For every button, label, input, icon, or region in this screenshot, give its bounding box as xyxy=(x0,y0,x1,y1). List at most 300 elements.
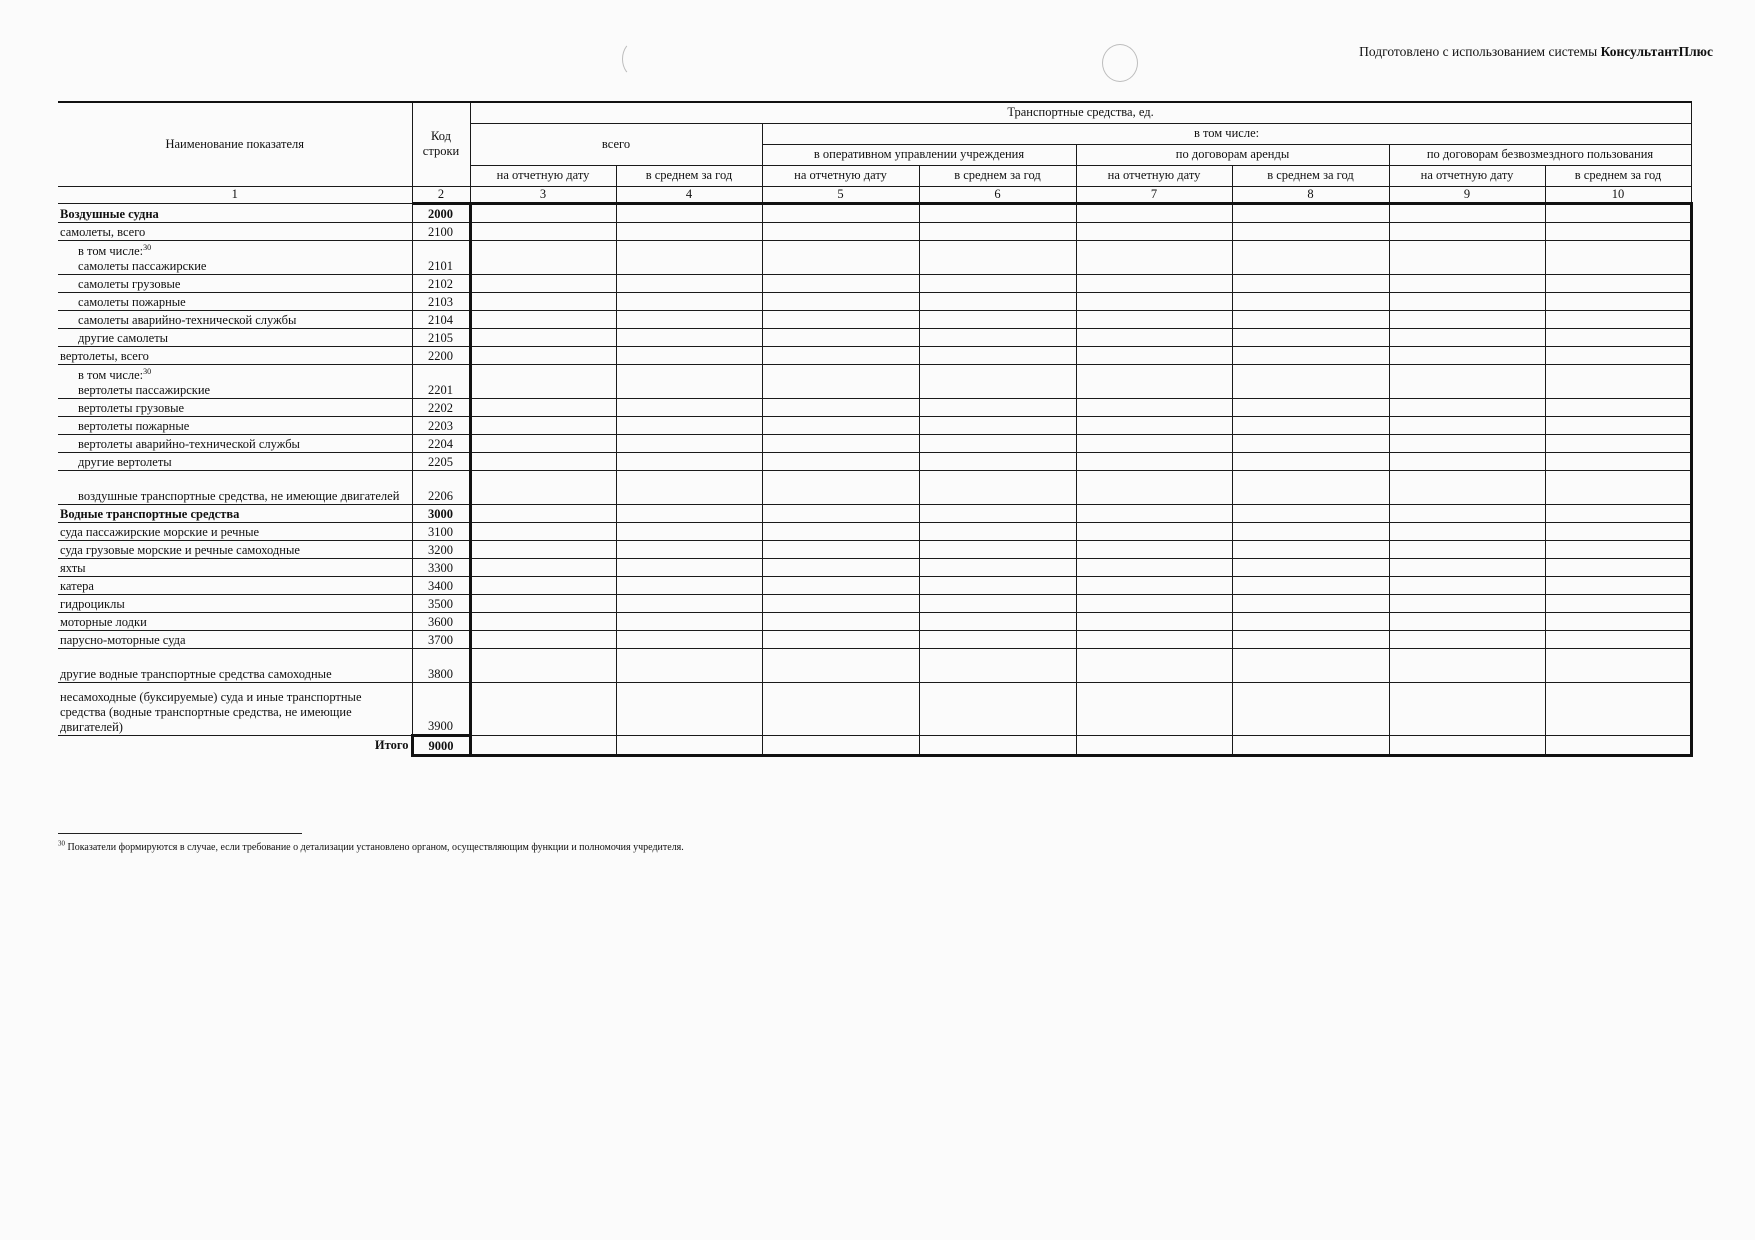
data-cell[interactable] xyxy=(1389,328,1545,346)
footnote xyxy=(58,839,684,853)
row-code: 2101 xyxy=(412,240,470,274)
row-label: самолеты аварийно-технической службы xyxy=(78,312,297,327)
data-cell[interactable] xyxy=(616,274,762,292)
data-cell[interactable] xyxy=(1389,470,1545,504)
data-cell[interactable] xyxy=(1232,398,1389,416)
data-cell[interactable] xyxy=(616,594,762,612)
data-cell[interactable] xyxy=(1232,735,1389,755)
data-cell[interactable] xyxy=(616,504,762,522)
sub-header-lease: по договорам аренды xyxy=(1076,144,1389,165)
row-code: 3600 xyxy=(412,612,470,630)
data-cell[interactable] xyxy=(1076,576,1232,594)
row-code: 2104 xyxy=(412,310,470,328)
data-cell[interactable] xyxy=(616,735,762,755)
data-cell[interactable] xyxy=(1545,434,1691,452)
table-row xyxy=(58,364,1691,398)
data-cell[interactable] xyxy=(1545,310,1691,328)
table-row xyxy=(58,222,1691,240)
at-date-header: на отчетную дату xyxy=(1389,165,1545,186)
data-cell[interactable] xyxy=(1076,594,1232,612)
row-code: 2206 xyxy=(412,470,470,504)
data-cell[interactable] xyxy=(1076,398,1232,416)
row-name xyxy=(58,274,412,292)
row-code: 2105 xyxy=(412,328,470,346)
data-cell[interactable] xyxy=(762,470,919,504)
data-cell[interactable] xyxy=(919,203,1076,222)
data-cell[interactable] xyxy=(470,310,616,328)
table-row xyxy=(58,416,1691,434)
data-cell[interactable] xyxy=(616,328,762,346)
data-cell[interactable] xyxy=(1232,630,1389,648)
data-cell[interactable] xyxy=(919,594,1076,612)
data-cell[interactable] xyxy=(1389,416,1545,434)
data-cell[interactable] xyxy=(762,274,919,292)
table-row xyxy=(58,292,1691,310)
data-cell[interactable] xyxy=(762,558,919,576)
data-cell[interactable] xyxy=(1076,558,1232,576)
avg-year-header: в среднем за год xyxy=(1545,165,1691,186)
data-cell[interactable] xyxy=(616,240,762,274)
table-row xyxy=(58,682,1691,735)
scan-mark xyxy=(622,41,649,77)
data-cell[interactable] xyxy=(1076,240,1232,274)
data-cell[interactable] xyxy=(919,398,1076,416)
data-cell[interactable] xyxy=(1389,434,1545,452)
row-label: несамоходные (буксируемые) суда и иные транспортные средства (водные транспортные средства, не имеющие двигателей) xyxy=(60,689,362,734)
data-cell[interactable] xyxy=(1545,346,1691,364)
data-cell[interactable] xyxy=(1232,648,1389,682)
data-cell[interactable] xyxy=(1232,504,1389,522)
data-cell[interactable] xyxy=(762,240,919,274)
row-code: 2102 xyxy=(412,274,470,292)
data-cell[interactable] xyxy=(919,504,1076,522)
data-cell[interactable] xyxy=(1545,558,1691,576)
col-number: 6 xyxy=(919,186,1076,203)
data-cell[interactable] xyxy=(919,292,1076,310)
table-row xyxy=(58,504,1691,522)
header-brand: КонсультантПлюс xyxy=(1600,44,1713,59)
data-cell[interactable] xyxy=(1076,452,1232,470)
data-cell[interactable] xyxy=(470,222,616,240)
data-cell[interactable] xyxy=(1389,398,1545,416)
row-name xyxy=(58,328,412,346)
data-cell[interactable] xyxy=(1076,540,1232,558)
row-label: вертолеты аварийно-технической службы xyxy=(78,436,300,451)
data-cell[interactable] xyxy=(1232,452,1389,470)
data-cell[interactable] xyxy=(1545,594,1691,612)
col-number: 1 xyxy=(58,186,412,203)
data-cell[interactable] xyxy=(616,522,762,540)
data-cell[interactable] xyxy=(1389,292,1545,310)
data-cell[interactable] xyxy=(1389,648,1545,682)
data-cell[interactable] xyxy=(1545,470,1691,504)
data-cell[interactable] xyxy=(919,630,1076,648)
data-cell[interactable] xyxy=(1545,292,1691,310)
table-row xyxy=(58,398,1691,416)
data-cell[interactable] xyxy=(1389,558,1545,576)
data-cell[interactable] xyxy=(1076,648,1232,682)
data-cell[interactable] xyxy=(762,310,919,328)
data-cell[interactable] xyxy=(470,594,616,612)
row-label: другие вертолеты xyxy=(78,454,172,469)
data-cell[interactable] xyxy=(1076,735,1232,755)
data-cell[interactable] xyxy=(1389,364,1545,398)
row-name xyxy=(58,452,412,470)
data-cell[interactable] xyxy=(470,540,616,558)
row-code: 3900 xyxy=(412,682,470,735)
data-cell[interactable] xyxy=(1389,310,1545,328)
row-label: суда грузовые морские и речные самоходные xyxy=(60,542,300,557)
data-cell[interactable] xyxy=(1076,416,1232,434)
row-code: 3300 xyxy=(412,558,470,576)
data-cell[interactable] xyxy=(1389,576,1545,594)
avg-year-header: в среднем за год xyxy=(1232,165,1389,186)
including-label: в том числе: xyxy=(78,243,144,258)
row-name xyxy=(58,364,412,398)
col-number: 10 xyxy=(1545,186,1691,203)
row-name xyxy=(58,240,412,274)
data-cell[interactable] xyxy=(1389,540,1545,558)
data-cell[interactable] xyxy=(1076,434,1232,452)
data-cell[interactable] xyxy=(1389,240,1545,274)
data-cell[interactable] xyxy=(1232,364,1389,398)
data-cell[interactable] xyxy=(1232,612,1389,630)
data-cell[interactable] xyxy=(1545,630,1691,648)
col-number: 9 xyxy=(1389,186,1545,203)
data-cell[interactable] xyxy=(616,630,762,648)
data-cell[interactable] xyxy=(616,452,762,470)
table-row xyxy=(58,434,1691,452)
footnote-ref: 30 xyxy=(143,242,152,252)
data-cell[interactable] xyxy=(1076,522,1232,540)
data-cell[interactable] xyxy=(470,328,616,346)
row-label: Воздушные судна xyxy=(60,206,159,221)
row-label: вертолеты пожарные xyxy=(78,418,190,433)
row-code: 3200 xyxy=(412,540,470,558)
data-cell[interactable] xyxy=(470,470,616,504)
data-cell[interactable] xyxy=(1076,364,1232,398)
transport-table xyxy=(58,101,1691,757)
data-cell[interactable] xyxy=(1545,364,1691,398)
row-name xyxy=(58,630,412,648)
total-group-header: всего xyxy=(470,123,762,165)
data-cell[interactable] xyxy=(762,292,919,310)
data-cell[interactable] xyxy=(1076,682,1232,735)
data-cell[interactable] xyxy=(762,682,919,735)
row-code: 2205 xyxy=(412,452,470,470)
data-cell[interactable] xyxy=(616,682,762,735)
data-cell[interactable] xyxy=(1389,630,1545,648)
row-name xyxy=(58,292,412,310)
row-code: 3000 xyxy=(412,504,470,522)
data-cell[interactable] xyxy=(762,576,919,594)
table-row xyxy=(58,558,1691,576)
row-label: вертолеты, всего xyxy=(60,348,149,363)
data-cell[interactable] xyxy=(1545,735,1691,755)
data-cell[interactable] xyxy=(919,612,1076,630)
data-cell[interactable] xyxy=(762,328,919,346)
data-cell[interactable] xyxy=(762,364,919,398)
data-cell[interactable] xyxy=(762,452,919,470)
footnote-mark: 30 xyxy=(58,839,65,848)
data-cell[interactable] xyxy=(616,416,762,434)
row-name xyxy=(58,416,412,434)
data-cell[interactable] xyxy=(1232,522,1389,540)
data-cell[interactable] xyxy=(762,522,919,540)
data-cell[interactable] xyxy=(762,630,919,648)
data-cell[interactable] xyxy=(1232,310,1389,328)
data-cell[interactable] xyxy=(470,452,616,470)
data-cell[interactable] xyxy=(919,682,1076,735)
row-code: 2100 xyxy=(412,222,470,240)
row-label: гидроциклы xyxy=(60,596,125,611)
data-cell[interactable] xyxy=(919,346,1076,364)
data-cell[interactable] xyxy=(1232,240,1389,274)
data-cell[interactable] xyxy=(616,222,762,240)
data-cell[interactable] xyxy=(1232,540,1389,558)
row-name xyxy=(58,504,412,522)
row-label: самолеты грузовые xyxy=(78,276,181,291)
data-cell[interactable] xyxy=(1232,292,1389,310)
data-cell[interactable] xyxy=(616,292,762,310)
data-cell[interactable] xyxy=(470,504,616,522)
data-cell[interactable] xyxy=(919,522,1076,540)
total-label: Итого xyxy=(58,735,412,755)
row-name xyxy=(58,648,412,682)
data-cell[interactable] xyxy=(762,434,919,452)
data-cell[interactable] xyxy=(919,364,1076,398)
data-cell[interactable] xyxy=(470,558,616,576)
data-cell[interactable] xyxy=(1545,682,1691,735)
data-cell[interactable] xyxy=(1389,346,1545,364)
data-cell[interactable] xyxy=(919,274,1076,292)
data-cell[interactable] xyxy=(762,648,919,682)
row-name xyxy=(58,470,412,504)
col-number: 2 xyxy=(412,186,470,203)
data-cell[interactable] xyxy=(616,576,762,594)
data-cell[interactable] xyxy=(1232,203,1389,222)
data-cell[interactable] xyxy=(919,576,1076,594)
data-cell[interactable] xyxy=(762,735,919,755)
data-cell[interactable] xyxy=(470,398,616,416)
data-cell[interactable] xyxy=(1545,328,1691,346)
row-code: 3800 xyxy=(412,648,470,682)
data-cell[interactable] xyxy=(919,434,1076,452)
data-cell[interactable] xyxy=(1076,470,1232,504)
total-row xyxy=(58,735,1691,755)
table-row xyxy=(58,470,1691,504)
data-cell[interactable] xyxy=(616,470,762,504)
data-cell[interactable] xyxy=(470,274,616,292)
data-cell[interactable] xyxy=(1076,612,1232,630)
col-number: 5 xyxy=(762,186,919,203)
data-cell[interactable] xyxy=(616,203,762,222)
transport-group-header: Транспортные средства, ед. xyxy=(470,102,1691,123)
data-cell[interactable] xyxy=(1232,416,1389,434)
data-cell[interactable] xyxy=(762,416,919,434)
data-cell[interactable] xyxy=(470,292,616,310)
data-cell[interactable] xyxy=(919,452,1076,470)
data-cell[interactable] xyxy=(470,434,616,452)
data-cell[interactable] xyxy=(1389,222,1545,240)
data-cell[interactable] xyxy=(1076,274,1232,292)
row-label: другие самолеты xyxy=(78,330,169,345)
data-cell[interactable] xyxy=(616,346,762,364)
row-code: 3100 xyxy=(412,522,470,540)
data-cell[interactable] xyxy=(1389,274,1545,292)
sub-header-free-use: по договорам безвозмездного пользования xyxy=(1389,144,1691,165)
row-label: самолеты пожарные xyxy=(78,294,186,309)
row-code: 2000 xyxy=(412,203,470,222)
data-cell[interactable] xyxy=(1232,558,1389,576)
data-cell[interactable] xyxy=(919,558,1076,576)
data-cell[interactable] xyxy=(1545,203,1691,222)
data-cell[interactable] xyxy=(919,222,1076,240)
data-cell[interactable] xyxy=(762,594,919,612)
data-cell[interactable] xyxy=(1076,203,1232,222)
data-cell[interactable] xyxy=(762,612,919,630)
data-cell[interactable] xyxy=(762,398,919,416)
data-cell[interactable] xyxy=(1545,576,1691,594)
avg-year-header: в среднем за год xyxy=(919,165,1076,186)
data-cell[interactable] xyxy=(616,558,762,576)
data-cell[interactable] xyxy=(470,735,616,755)
data-cell[interactable] xyxy=(1545,416,1691,434)
row-label: самолеты пассажирские xyxy=(78,258,207,273)
data-cell[interactable] xyxy=(919,240,1076,274)
data-cell[interactable] xyxy=(1076,630,1232,648)
data-cell[interactable] xyxy=(1076,292,1232,310)
data-cell[interactable] xyxy=(1076,504,1232,522)
data-cell[interactable] xyxy=(1076,328,1232,346)
table-row xyxy=(58,328,1691,346)
data-cell[interactable] xyxy=(1232,434,1389,452)
data-cell[interactable] xyxy=(1232,576,1389,594)
table-row xyxy=(58,576,1691,594)
table-row xyxy=(58,594,1691,612)
data-cell[interactable] xyxy=(1545,522,1691,540)
data-cell[interactable] xyxy=(1545,504,1691,522)
data-cell[interactable] xyxy=(762,222,919,240)
data-cell[interactable] xyxy=(470,630,616,648)
consultant-plus-note xyxy=(1359,44,1713,60)
data-cell[interactable] xyxy=(616,612,762,630)
data-cell[interactable] xyxy=(919,470,1076,504)
col-number: 8 xyxy=(1232,186,1389,203)
data-cell[interactable] xyxy=(470,612,616,630)
data-cell[interactable] xyxy=(470,203,616,222)
data-cell[interactable] xyxy=(1545,648,1691,682)
data-cell[interactable] xyxy=(470,648,616,682)
data-cell[interactable] xyxy=(470,522,616,540)
data-cell[interactable] xyxy=(1545,398,1691,416)
data-cell[interactable] xyxy=(616,648,762,682)
scan-mark xyxy=(1102,44,1138,82)
data-cell[interactable] xyxy=(470,416,616,434)
table-row xyxy=(58,540,1691,558)
row-name xyxy=(58,398,412,416)
data-cell[interactable] xyxy=(1232,346,1389,364)
data-cell[interactable] xyxy=(1232,594,1389,612)
data-cell[interactable] xyxy=(616,364,762,398)
data-cell[interactable] xyxy=(762,203,919,222)
data-cell[interactable] xyxy=(762,346,919,364)
data-cell[interactable] xyxy=(1545,612,1691,630)
row-code: 3400 xyxy=(412,576,470,594)
data-cell[interactable] xyxy=(1232,274,1389,292)
data-cell[interactable] xyxy=(1389,522,1545,540)
data-cell[interactable] xyxy=(919,540,1076,558)
data-cell[interactable] xyxy=(1076,222,1232,240)
data-cell[interactable] xyxy=(616,540,762,558)
data-cell[interactable] xyxy=(1232,222,1389,240)
data-cell[interactable] xyxy=(1232,470,1389,504)
row-name xyxy=(58,682,412,735)
data-cell[interactable] xyxy=(470,364,616,398)
data-cell[interactable] xyxy=(1545,540,1691,558)
table-row xyxy=(58,452,1691,470)
table-row xyxy=(58,522,1691,540)
data-cell[interactable] xyxy=(1076,310,1232,328)
data-cell[interactable] xyxy=(616,398,762,416)
data-cell[interactable] xyxy=(919,735,1076,755)
data-cell[interactable] xyxy=(616,310,762,328)
data-cell[interactable] xyxy=(1076,346,1232,364)
data-cell[interactable] xyxy=(1232,682,1389,735)
data-cell[interactable] xyxy=(762,504,919,522)
data-cell[interactable] xyxy=(1389,594,1545,612)
row-label: Водные транспортные средства xyxy=(60,506,240,521)
row-code: 2202 xyxy=(412,398,470,416)
row-code: 2203 xyxy=(412,416,470,434)
data-cell[interactable] xyxy=(470,576,616,594)
avg-year-header: в среднем за год xyxy=(616,165,762,186)
row-code: 2201 xyxy=(412,364,470,398)
table-row xyxy=(58,612,1691,630)
data-cell[interactable] xyxy=(1545,274,1691,292)
data-cell[interactable] xyxy=(470,346,616,364)
data-cell[interactable] xyxy=(919,310,1076,328)
row-label: парусно-моторные суда xyxy=(60,632,186,647)
data-cell[interactable] xyxy=(1232,328,1389,346)
row-name xyxy=(58,222,412,240)
row-code: 2200 xyxy=(412,346,470,364)
data-cell[interactable] xyxy=(762,540,919,558)
including-header: в том числе: xyxy=(762,123,1691,144)
data-cell[interactable] xyxy=(1389,203,1545,222)
data-cell[interactable] xyxy=(470,240,616,274)
data-cell[interactable] xyxy=(1389,452,1545,470)
data-cell[interactable] xyxy=(1545,222,1691,240)
col-code-header: Код строки xyxy=(412,102,470,186)
data-cell[interactable] xyxy=(1389,735,1545,755)
row-code: 2204 xyxy=(412,434,470,452)
data-cell[interactable] xyxy=(1389,612,1545,630)
data-cell[interactable] xyxy=(919,328,1076,346)
data-cell[interactable] xyxy=(919,416,1076,434)
data-cell[interactable] xyxy=(1545,240,1691,274)
data-cell[interactable] xyxy=(470,682,616,735)
data-cell[interactable] xyxy=(1389,682,1545,735)
data-cell[interactable] xyxy=(1545,452,1691,470)
at-date-header: на отчетную дату xyxy=(470,165,616,186)
data-cell[interactable] xyxy=(919,648,1076,682)
data-cell[interactable] xyxy=(1389,504,1545,522)
row-code: 2103 xyxy=(412,292,470,310)
at-date-header: на отчетную дату xyxy=(762,165,919,186)
data-cell[interactable] xyxy=(616,434,762,452)
row-code: 3500 xyxy=(412,594,470,612)
